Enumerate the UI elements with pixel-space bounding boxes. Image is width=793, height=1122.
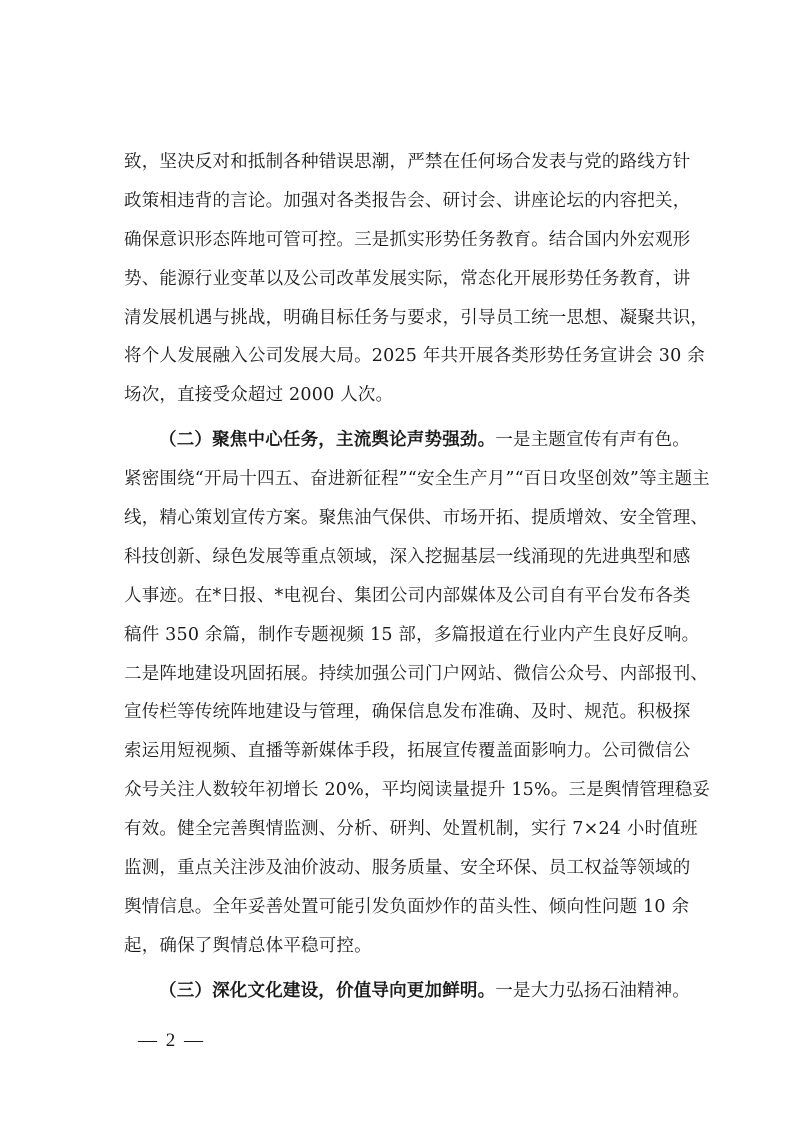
text-line: 政策相违背的言论。加强对各类报告会、研讨会、讲座论坛的内容把关， — [124, 190, 691, 211]
text-segment: 一是大力弘扬石油精神。 — [495, 980, 691, 1001]
section-heading: （三）深化文化建设，价值导向更加鲜明。 — [159, 980, 496, 1001]
text-line: 有效。健全完善舆情监测、分析、研判、处置机制，实行 7×24 小时值班 — [124, 819, 698, 840]
page-number: — 2 — — [138, 1030, 205, 1051]
paragraph-first-line — [124, 421, 691, 460]
text-line: 索运用短视频、直播等新媒体手段，拓展宣传覆盖面影响力。公司微信公 — [124, 741, 691, 762]
text-line: 场次，直接受众超过 2000 人次。 — [124, 385, 394, 406]
text-line: 起，确保了舆情总体平稳可控。 — [124, 935, 372, 956]
text-line: 势、能源行业变革以及公司改革发展实际，常态化开展形势任务教育，讲 — [124, 268, 691, 289]
text-line: 线，精心策划宣传方案。聚焦油气保供、市场开拓、提质增效、安全管理、 — [124, 508, 709, 529]
text-line: 稿件 350 余篇，制作专题视频 15 部，多篇报道在行业内产生良好反响。 — [124, 624, 700, 645]
text-line: 众号关注人数较年初增长 20%，平均阅读量提升 15%。三是舆情管理稳妥 — [124, 780, 711, 801]
body-text — [124, 143, 711, 1011]
paragraph-2 — [124, 421, 711, 965]
paragraph-3 — [124, 972, 691, 1011]
text-line: 二是阵地建设巩固拓展。持续加强公司门户网站、微信公众号、内部报刊、 — [124, 663, 709, 684]
text-line: 确保意识形态阵地可管可控。三是抓实形势任务教育。结合国内外宏观形 — [124, 229, 691, 250]
text-line: 监测，重点关注涉及油价波动、服务质量、安全环保、员工权益等领域的 — [124, 858, 691, 879]
paragraph-1 — [124, 143, 709, 415]
text-line: 将个人发展融入公司发展大局。2025 年共开展各类形势任务宣讲会 30 余 — [124, 346, 705, 367]
text-line: 清发展机遇与挑战，明确目标任务与要求，引导员工统一思想、凝聚共识， — [124, 307, 709, 328]
section-heading: （二）聚焦中心任务，主流舆论声势强劲。 — [159, 430, 496, 451]
text-line: 致，坚决反对和抵制各种错误思潮，严禁在任何场合发表与党的路线方针 — [124, 152, 691, 172]
text-line: 宣传栏等传统阵地建设与管理，确保信息发布准确、及时、规范。积极探 — [124, 702, 691, 723]
text-line: 科技创新、绿色发展等重点领域，深入挖掘基层一线涌现的先进典型和感 — [124, 546, 691, 567]
text-line: 人事迹。在*日报、*电视台、集团公司内部媒体及公司自有平台发布各类 — [124, 585, 691, 606]
text-line: 紧密围绕“开局十四五、奋进新征程”“安全生产月”“百日攻坚创效”等主题主 — [124, 469, 710, 490]
paragraph-first-line — [124, 972, 691, 1011]
text-line: 舆情信息。全年妥善处置可能引发负面炒作的苗头性、倾向性问题 10 余 — [124, 896, 690, 917]
text-segment: 一是主题宣传有声有色。 — [495, 430, 691, 451]
